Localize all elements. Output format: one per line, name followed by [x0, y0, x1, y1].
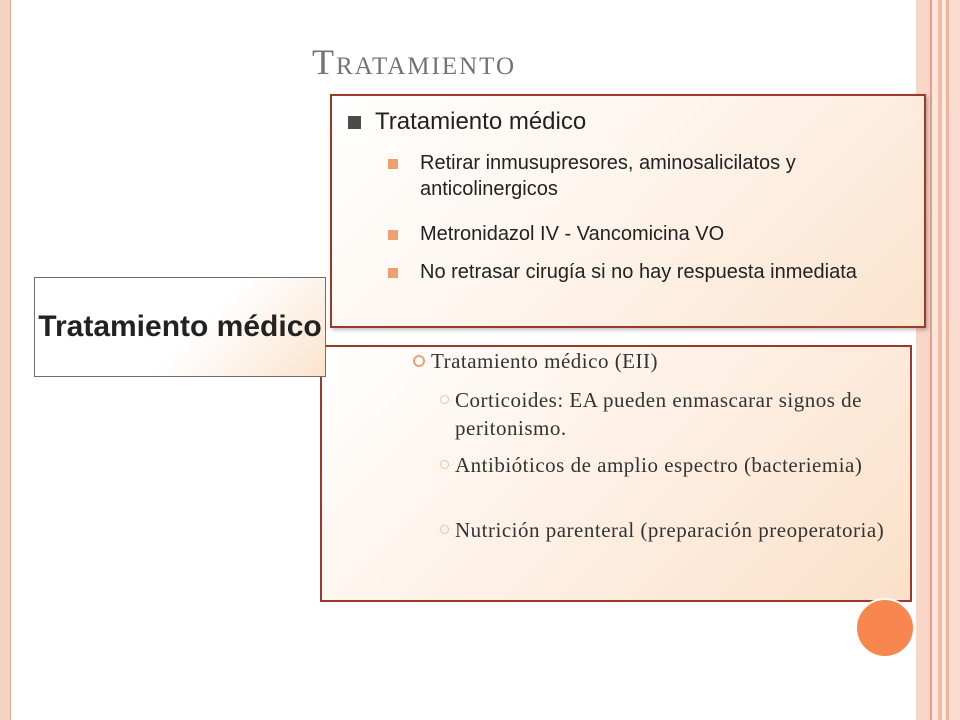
left-label-box — [34, 277, 326, 377]
decorative-circle — [855, 598, 915, 658]
top-box-heading-text: Tratamiento médico — [375, 108, 587, 135]
bottom-box-item-text: Nutrición parenteral (preparación preoperatoria) — [455, 518, 885, 542]
top-box-item-text: No retrasar cirugía si no hay respuesta inmediata — [420, 261, 857, 283]
top-box-item — [388, 221, 918, 247]
square-bullet-icon — [388, 268, 398, 278]
circle-bullet-icon — [440, 525, 449, 534]
square-bullet-icon — [388, 230, 398, 240]
circle-bullet-icon — [413, 355, 425, 367]
slide-title: Tratamiento — [312, 42, 517, 82]
bottom-box-item — [440, 386, 900, 442]
circle-bullet-icon — [440, 395, 449, 404]
left-label-text: Tratamiento médico — [38, 310, 322, 343]
top-box-item — [388, 259, 918, 285]
bottom-box-heading-text: Tratamiento médico (EII) — [431, 349, 658, 373]
top-box-item — [388, 150, 918, 202]
square-bullet-icon — [388, 159, 398, 169]
circle-bullet-icon — [440, 460, 449, 469]
top-box-heading — [348, 106, 586, 138]
top-box-item-text: Metronidazol IV - Vancomicina VO — [420, 223, 725, 245]
bottom-box-heading — [413, 347, 658, 375]
left-decorative-border — [0, 0, 11, 720]
square-bullet-icon — [348, 116, 361, 129]
bottom-box-item-text: Antibióticos de amplio espectro (bacteriemia) — [455, 453, 863, 477]
bottom-box-item — [440, 516, 900, 544]
bottom-box-item-text: Corticoides: EA pueden enmascarar signos de peritonismo. — [455, 388, 862, 440]
top-box-item-text: Retirar inmusupresores, aminosalicilatos y anticolinergicos — [420, 152, 796, 200]
bottom-box-item — [440, 451, 900, 479]
